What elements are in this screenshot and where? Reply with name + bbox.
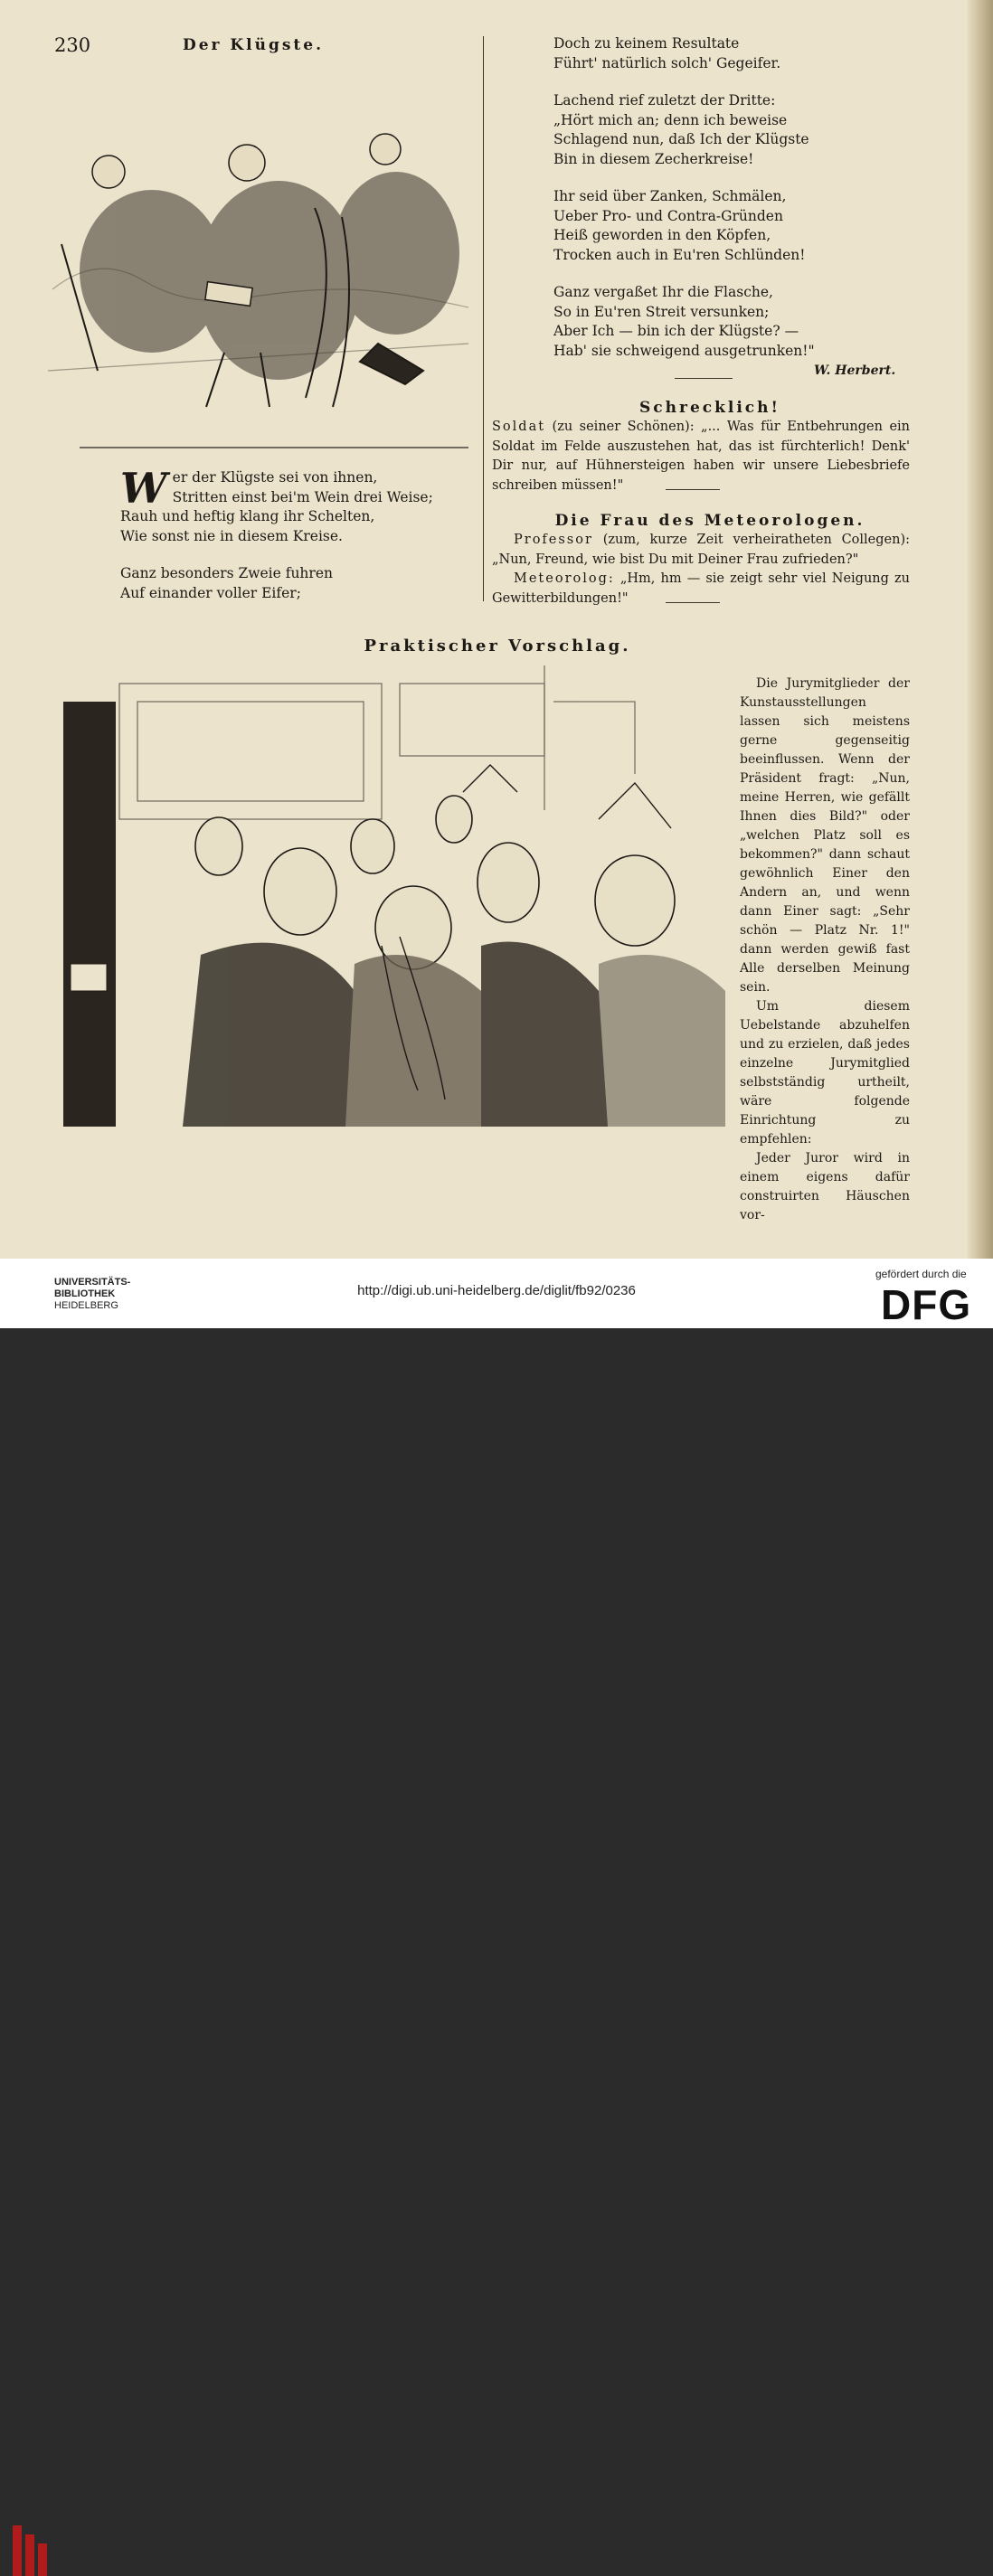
page-number: 230 <box>54 34 91 56</box>
article-praktischer-vorschlag <box>740 675 910 1225</box>
funding-label: gefördert durch die <box>875 1268 967 1280</box>
dfg-logo: DFG <box>881 1281 972 1328</box>
page-url-link[interactable]: http://digi.ub.uni-heidelberg.de/diglit/fb92/0236 <box>357 1283 636 1298</box>
poem-kluegste-part1 <box>120 464 464 621</box>
verse-line: Führt' natürlich solch' Gegeifer. <box>553 54 781 71</box>
speaker-label: Soldat <box>492 420 546 434</box>
separator-rule <box>666 602 720 603</box>
verse-line: So in Eu'ren Streit versunken; <box>553 303 770 320</box>
verse-line: Bin in diesem Zecherkreise! <box>553 150 754 167</box>
verse-line: Aber Ich — bin ich der Klügste? — <box>553 323 799 339</box>
section-title-vorschlag: Praktischer Vorschlag. <box>364 637 631 656</box>
section-title-schrecklich: Schrecklich! <box>639 399 780 417</box>
dialogue-line: Professor (zum, kurze Zeit verheiratheten Collegen): „Nun, Freund, wie bist Du mit Deiner Frau zufrieden?" <box>492 533 911 567</box>
article-paragraph: Die Jurymitglieder der Kunstausstellungen lassen sich meistens gerne gegenseitig beeinflussen. Wenn der Präsident fragt: „Nun, meine Herren, wie gefällt Ihnen dies Bild?" oder „welchen Platz soll es bekommen?" dann schaut gewöhnlich Einer den Andern an, und wenn dann Einer sagt: „Sehr schön — Platz Nr. 1!" dann werden gewiß fast Alle derselben Meinung sein. <box>740 676 910 995</box>
anecdote-text: (zu seiner Schönen): „... Was für Entbehrungen ein Soldat im Felde auszustehen hat, das ist fürchterlich! Denk' Dir nur, auf Hühnersteigen haben wir unsere Liebesbriefe schreiben müssen!" <box>492 420 911 493</box>
article-paragraph: Jeder Juror wird in einem eigens dafür construirten Häuschen vor- <box>740 1151 910 1222</box>
illustration-jury-crowd <box>56 665 733 1127</box>
article-paragraph: Um diesem Uebelstande abzuhelfen und zu erzielen, daß jedes einzelne Jurymitglied selbstständig urtheilt, wäre folgende Einrichtung zu empfehlen: <box>740 999 910 1146</box>
verse-line: Wie sonst nie in diesem Kreise. <box>120 527 343 544</box>
anecdote-meteorologe <box>492 531 910 609</box>
scanned-page <box>0 0 993 1259</box>
poem-kluegste-part2 <box>553 34 942 379</box>
dialogue-line: Meteorolog: „Hm, hm — sie zeigt sehr viel Neigung zu Gewitterbildungen!" <box>492 571 911 606</box>
verse-line: Doch zu keinem Resultate <box>553 35 740 52</box>
verse-line: er der Klügste sei von ihnen, <box>172 469 378 486</box>
separator-rule <box>675 378 733 379</box>
verse-line: Auf einander voller Eifer; <box>120 584 301 601</box>
page-gutter <box>968 0 993 1259</box>
author-signature: W. Herbert. <box>814 363 896 378</box>
verse-line: Hab' sie schweigend ausgetrunken!" <box>553 342 815 359</box>
verse-line: Ihr seid über Zanken, Schmälen, <box>553 188 787 204</box>
verse-line: Ganz besonders Zweie fuhren <box>120 565 333 581</box>
section-title-meteorologe: Die Frau des Meteorologen. <box>554 512 865 530</box>
university-logo-icon <box>13 2525 49 2576</box>
separator-rule <box>666 489 720 490</box>
verse-line: Heiß geworden in den Köpfen, <box>553 227 771 243</box>
anecdote-schrecklich <box>492 418 910 495</box>
university-logo-text: UNIVERSITÄTS- BIBLIOTHEK HEIDELBERG <box>54 1277 131 1311</box>
verse-line: Schlagend nun, daß Ich der Klügste <box>553 131 809 147</box>
verse-line: Ueber Pro- und Contra-Gründen <box>553 207 783 224</box>
verse-line: „Hört mich an; denn ich beweise <box>553 111 788 128</box>
verse-line: Lachend rief zuletzt der Dritte: <box>553 92 776 109</box>
section-title-der-kluegste: Der Klügste. <box>182 36 325 54</box>
verse-line: Stritten einst bei'm Wein drei Weise; <box>172 488 433 505</box>
verse-line: Ganz vergaßet Ihr die Flasche, <box>553 284 773 300</box>
drop-cap: W <box>120 464 167 513</box>
column-divider <box>483 36 484 601</box>
verse-line: Rauh und heftig klang ihr Schelten, <box>120 508 375 524</box>
verse-line: Trocken auch in Eu'ren Schlünden! <box>553 246 806 263</box>
illustration-quarrel <box>43 72 472 452</box>
